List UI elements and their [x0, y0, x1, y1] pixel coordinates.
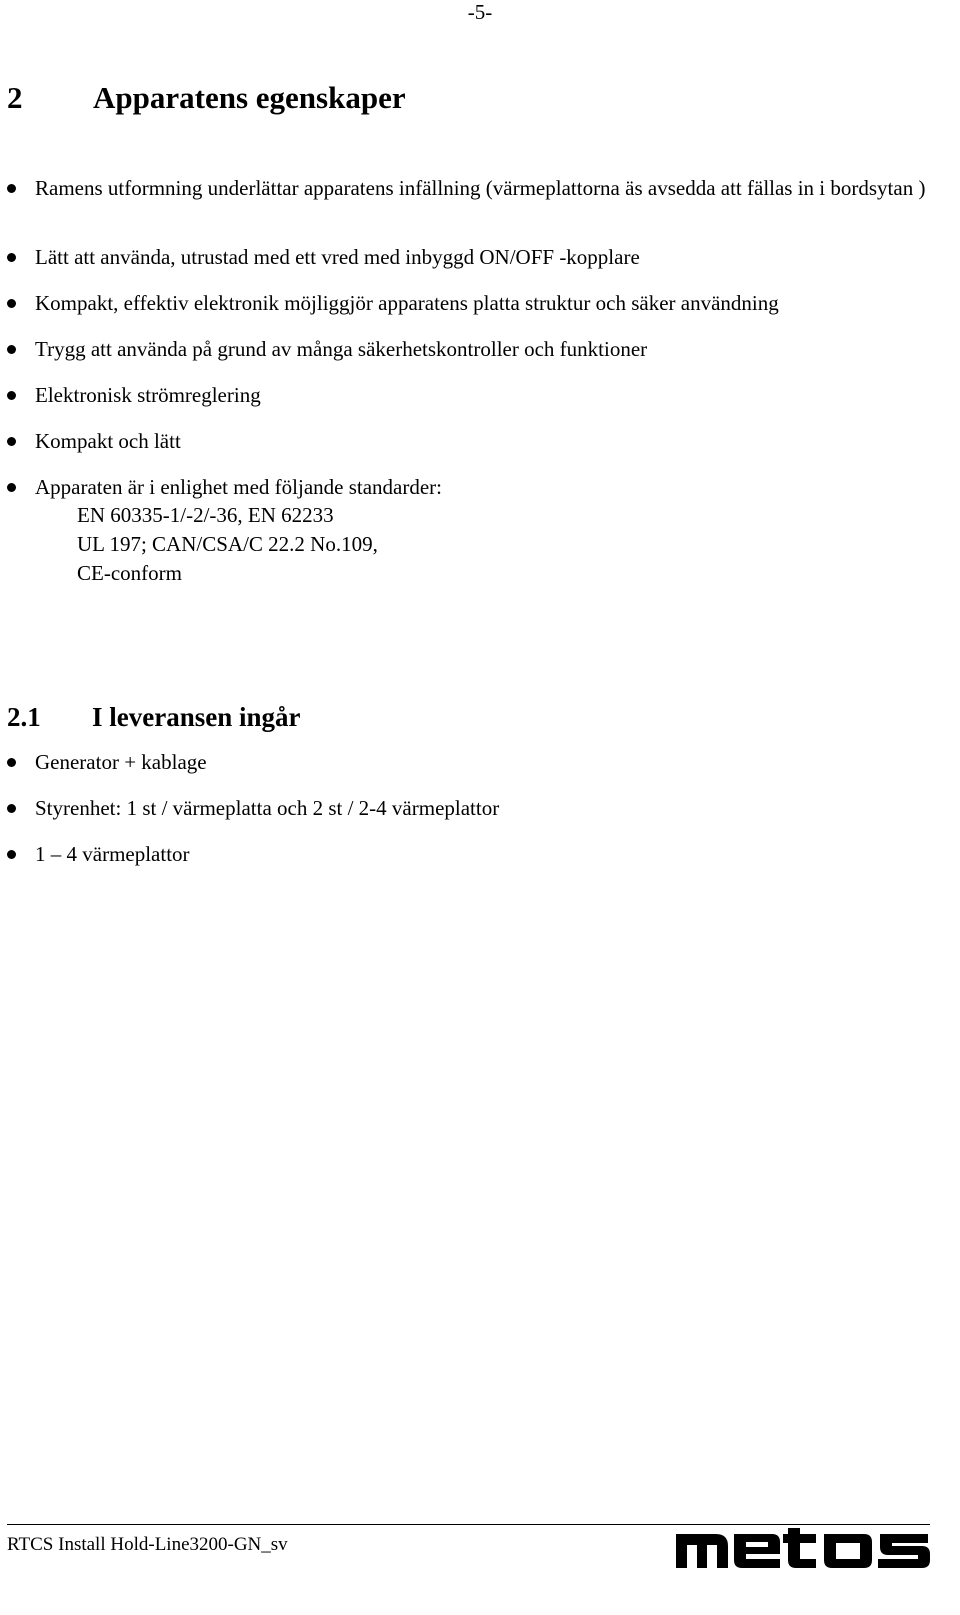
section-number: 2	[7, 80, 23, 115]
feature-item: Kompakt, effektiv elektronik möjliggjör apparatens platta struktur och säker användning	[0, 289, 950, 317]
subsection-number: 2.1	[7, 702, 41, 732]
delivery-item: Generator + kablage	[0, 748, 950, 776]
feature-item: Trygg att använda på grund av många säkerhetskontroller och funktioner	[0, 335, 950, 363]
section-heading	[7, 78, 406, 118]
feature-list	[0, 174, 950, 588]
feature-item: Elektronisk strömreglering	[0, 381, 950, 409]
standard-line: EN 60335-1/-2/-36, EN 62233	[77, 503, 334, 527]
logo-text: metos	[676, 1528, 679, 1529]
subsection-title: I leveransen ingår	[92, 702, 301, 732]
standard-line: UL 197; CAN/CSA/C 22.2 No.109,	[77, 532, 378, 556]
delivery-item: Styrenhet: 1 st / värmeplatta och 2 st / 2-4 värmeplattor	[0, 794, 950, 822]
footer-doc-id: RTCS Install Hold-Line3200-GN_sv	[7, 1534, 288, 1555]
feature-item: Ramens utformning underlättar apparatens infällning (värmeplattorna äs avsedda att fällas in i bordsytan )	[0, 174, 950, 230]
feature-item: Lätt att använda, utrustad med ett vred med inbyggd ON/OFF -kopplare	[0, 243, 950, 271]
standards-intro: Apparaten är i enlighet med följande standarder:	[35, 475, 442, 499]
delivery-list	[0, 748, 950, 868]
page-number: -5-	[467, 0, 493, 24]
delivery-item: 1 – 4 värmeplattor	[0, 840, 950, 868]
feature-item: Kompakt och lätt	[0, 427, 950, 455]
footer-divider	[7, 1524, 930, 1525]
metos-logo	[676, 1528, 930, 1568]
standards-item	[0, 473, 950, 588]
section-title: Apparatens egenskaper	[93, 80, 406, 115]
standard-line: CE-conform	[77, 561, 182, 585]
subsection-heading	[7, 700, 301, 734]
